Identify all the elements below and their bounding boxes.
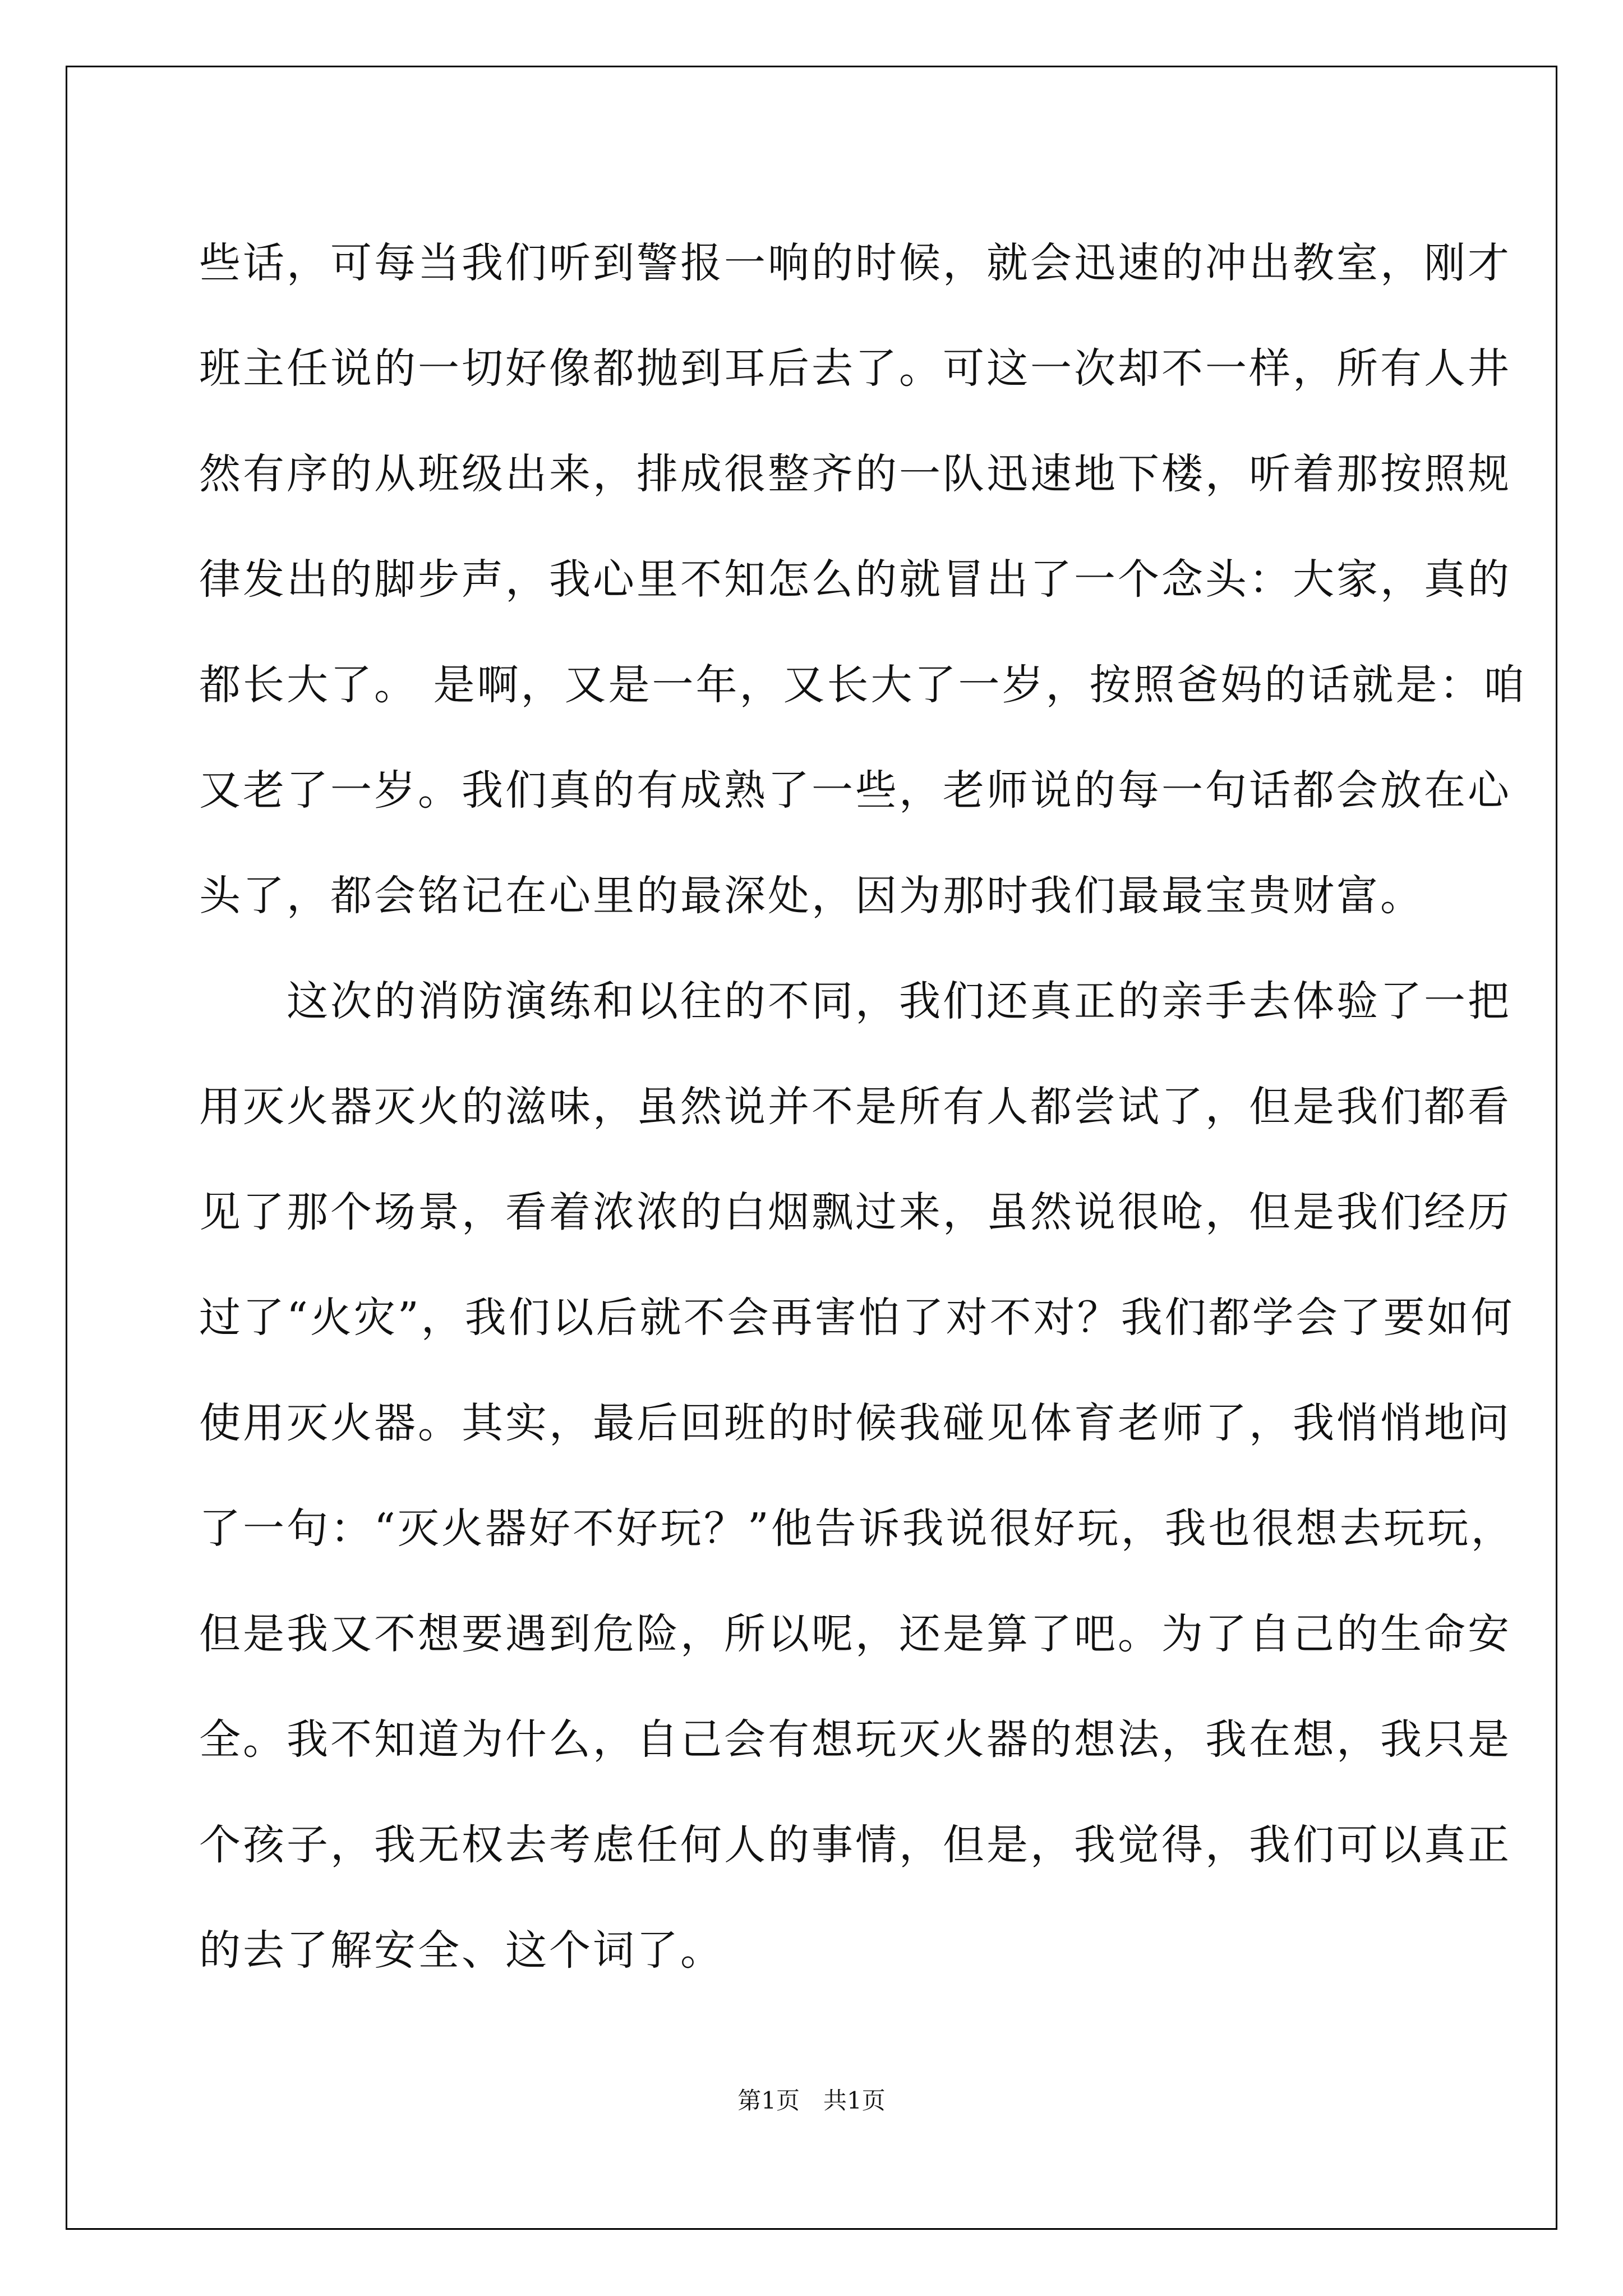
text-line: 这次的消防演练和以往的不同，我们还真正的亲手去体验了一把 — [199, 977, 1511, 1025]
text-line: 然有序的从班级出来，排成很整齐的一队迅速地下楼，听着那按照规 — [199, 450, 1511, 498]
body-text — [199, 210, 1527, 2003]
text-line: 过了“火灾”，我们以后就不会再害怕了对不对？我们都学会了要如何 — [199, 1294, 1515, 1342]
text-line: 都长大了。 是啊，又是一年，又长大了一岁，按照爸妈的话就是：咱 — [199, 661, 1527, 709]
text-line: 些话，可每当我们听到警报一响的时候，就会迅速的冲出教室，刚才 — [199, 239, 1511, 287]
text-line: 了一句：“灭火器好不好玩？”他告诉我说很好玩，我也很想去玩玩， — [199, 1504, 1515, 1553]
text-line: 但是我又不想要遇到危险，所以呢，还是算了吧。为了自己的生命安 — [199, 1610, 1511, 1658]
text-line: 见了那个场景，看着浓浓的白烟飘过来，虽然说很呛，但是我们经历 — [199, 1188, 1511, 1236]
text-line: 使用灭火器。其实，最后回班的时候我碰见体育老师了，我悄悄地问 — [199, 1399, 1511, 1447]
text-line: 的去了解安全、这个词了。 — [199, 1926, 724, 1975]
page-number-footer: 第1页 共1页 — [737, 2087, 886, 2114]
text-line: 全。我不知道为什么，自己会有想玩灭火器的想法，我在想，我只是 — [199, 1715, 1511, 1764]
text-line: 头了，都会铭记在心里的最深处，因为那时我们最最宝贵财富。 — [199, 872, 1424, 920]
text-line: 个孩子，我无权去考虑任何人的事情，但是，我觉得，我们可以真正 — [199, 1821, 1511, 1869]
text-line: 用灭火器灭火的滋味，虽然说并不是所有人都尝试了，但是我们都看 — [199, 1083, 1511, 1131]
text-line: 又老了一岁。我们真的有成熟了一些，老师说的每一句话都会放在心 — [199, 766, 1511, 815]
text-line: 律发出的脚步声，我心里不知怎么的就冒出了一个念头：大家，真的 — [199, 555, 1511, 604]
text-line: 班主任说的一切好像都抛到耳后去了。可这一次却不一样，所有人井 — [199, 344, 1511, 393]
